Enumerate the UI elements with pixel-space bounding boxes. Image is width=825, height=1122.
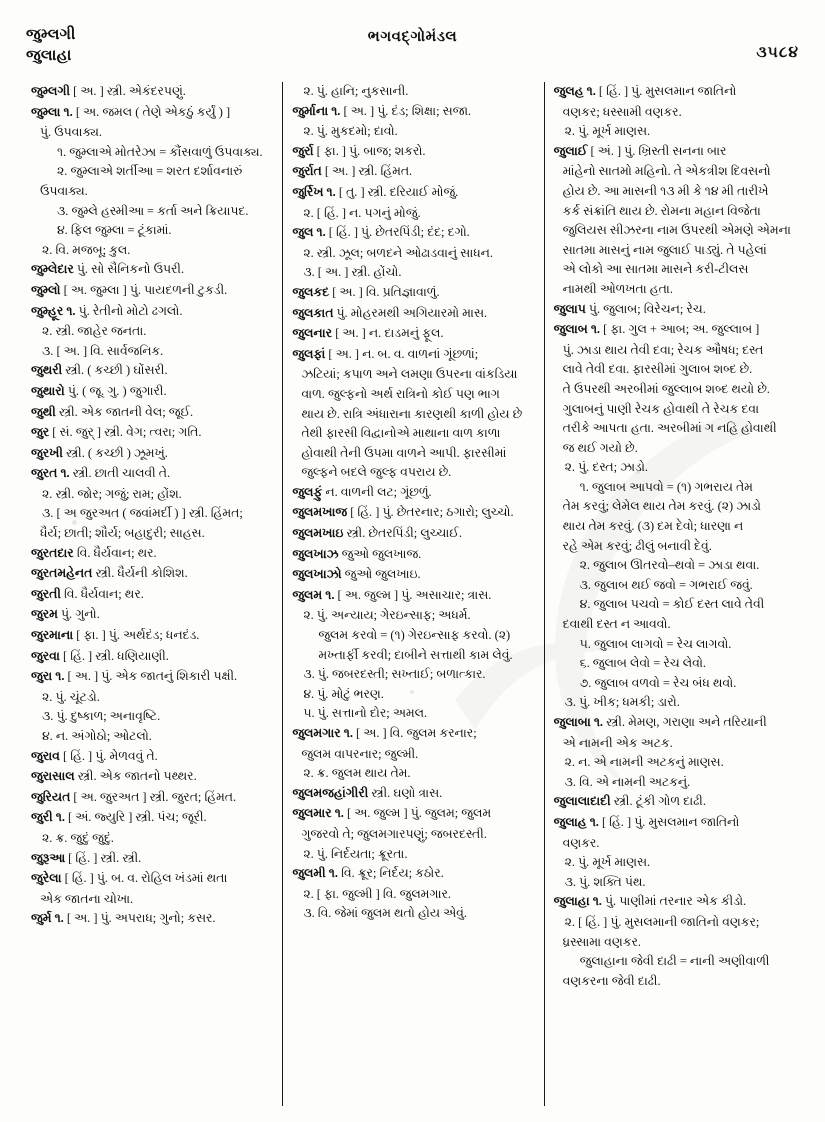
entry-definition: પું. રેતીનો મોટો ઢગલો. — [75, 303, 183, 318]
dictionary-entry — [31, 605, 273, 625]
entry-definition: સ્ત્રી. એક જાતની વેલ; જૂઈ. — [55, 404, 194, 419]
entry-headword: જુલનાર — [292, 326, 333, 341]
entry-definition: વિ. ધૈર્યવાન; થર. — [73, 545, 157, 560]
dictionary-entry — [31, 626, 273, 646]
entry-definition: [ અ. ] સ્ત્રી. હિંમત. — [321, 164, 413, 179]
entry-continuation: થાય તેમ કરવું. (૩) દમ દેવો; ધારણા ન — [562, 519, 744, 534]
entry-continuation: જુલમ વાપરનાર; જુલ્મી. — [301, 746, 419, 761]
entry-definition: સ્ત્રી. એક જાતનો પથ્થર. — [74, 769, 197, 784]
entry-sense: ૨. ક્ર. જુદું જુદું. — [42, 830, 114, 845]
entry-sense: ૩. વિ. એ નામની અટકનું. — [564, 774, 691, 789]
entry-sense: ૩. [ અ જુરઅત ( જવાંમર્દી ) ] સ્ત્રી. હિંમત; — [42, 506, 243, 521]
entry-continuation: ઝટિયાં; કપાળ અને લમણા ઉપરના વાંકડિયા — [301, 367, 518, 382]
dictionary-entry — [31, 667, 273, 687]
entry-continuation: ઉપવાક્ય. — [40, 183, 88, 198]
entry-definition: સ્ત્રી. મેમણ, ગરાણા અને તરિયાની — [603, 715, 767, 729]
entry-headword: જુરવા — [31, 648, 60, 663]
entry-definition: [ ફા. ગુલ + આબ; અ. જુલ્લાબ ] — [600, 322, 760, 337]
dictionary-entry — [292, 864, 534, 884]
entry-definition: પું. ગુનો. — [57, 607, 100, 622]
entry-sense: ૨. પું. હાનિ; નુકસાની. — [303, 84, 409, 98]
entry-definition: સ્ત્રી. ( કચ્છી ) ઝૂમખું. — [62, 445, 168, 460]
entry-headword: જુરાસાલ — [31, 769, 75, 784]
entry-headword: જુલાહ ૧. — [553, 814, 599, 829]
entry-headword: જુર્રિખ ૧. — [292, 184, 336, 199]
entry-headword: જુમ્લેદાર — [31, 262, 74, 277]
entry-subsense: જુલાહાના જેવી દાઢી = નાની અણીવાળી — [579, 954, 770, 969]
entry-subsense: ૨. જુમ્લાએ શર્તીઆ = શરત દર્શાવનારું — [57, 164, 243, 179]
entry-continuation: એ નામની એક અટક. — [562, 735, 673, 750]
entry-sense: ૩. પું. દુષ્કાળ; અનાવૃષ્ટિ. — [42, 709, 161, 724]
dictionary-entry — [31, 909, 273, 929]
entry-headword: જુમ્લા ૧. — [31, 104, 73, 119]
entry-definition: પું. પાણીમાં તરનાર એક કીડો. — [601, 894, 747, 909]
dictionary-entry — [292, 324, 534, 344]
entry-continuation: હોય છે. આ માસની ૧૩ મી કે ૧૪ મી તારીખે — [562, 183, 769, 198]
entry-definition: [ અ. ] ન. બ. વ. વાળનાં ગૂંછળાં; — [325, 346, 479, 361]
entry-definition: સ્ત્રી. ધૈર્યની કોશિશ. — [92, 566, 188, 581]
entry-subsense: ૧. જુલાબ આપવો = (૧) ગભરાય તેમ — [579, 479, 753, 494]
entry-continuation: ગુલાબનું પાણી રેચક હોવાથી તે રેચક દવા — [562, 401, 760, 416]
entry-continuation: જુલિયસ સીઝરના નામ ઉપરથી એમણે એમના — [562, 223, 791, 238]
entry-definition: [ અ. ] પું. દંડ; શિક્ષા; સજા. — [340, 103, 472, 118]
dictionary-entry — [31, 767, 273, 787]
entry-headword: જુલાપ — [553, 301, 586, 316]
entry-subsense: ૧. જુમ્લાએ મોતરેઝા = કૌંસવાળું ઉપવાક્ય. — [57, 144, 263, 159]
entry-definition: [ હિં. ] પું. છેતરપિંડી; દંદ; દગો. — [325, 225, 470, 240]
entry-continuation: તરીકે આપતા હતા. અરબીમાં ગ નહિ હોવાથી — [562, 421, 777, 436]
entry-definition: [ હિં. ] પું. બ. વ. રોહિલ ખંડમાં થતા — [61, 871, 228, 886]
page-number: ૩૫૮૪ — [756, 44, 799, 61]
guide-word-first: જુમ્લગી — [26, 26, 76, 43]
entry-continuation: તેથી ફારસી વિદ્વાનોએ માથાના વાળ કાળા — [301, 426, 501, 441]
entry-definition: સ્ત્રી. ઘણો ત્રાસ. — [368, 785, 443, 800]
entry-headword: જુલમખાજ — [292, 505, 348, 520]
dictionary-entry — [31, 423, 273, 443]
dictionary-entry — [554, 892, 796, 912]
dictionary-entry — [31, 260, 273, 280]
entry-sense: ૨. પું. અન્યાય; ગેરઇન્સાફ; અધર્મ. — [303, 608, 471, 623]
entry-headword: જુરાવ — [31, 748, 60, 763]
entry-headword: જુમ્હૂર ૧. — [31, 303, 76, 318]
entry-sense: ૨. [ હિં. ] ન. પગનું મોજું. — [303, 205, 421, 220]
entry-definition: [ અ. ] પું. એક જાતનું શિકારી પક્ષી. — [64, 669, 238, 684]
entry-headword: જુથી — [31, 404, 56, 419]
entry-subsense: ૭. જુલાબ વળવો = રેચ બંધ થવો. — [579, 675, 737, 690]
entry-continuation: થાય છે. રાત્રિ અંધારાના કારણથી કાળી હોય છે — [301, 406, 523, 421]
entry-definition: જુઓ જુલખાજ. — [338, 546, 422, 561]
entry-definition: [ હિં. ] સ્ત્રી. સ્ત્રી. — [65, 850, 142, 865]
entry-sense: ૩. વિ. જેમાં જુલમ થતો હોય એવું. — [303, 906, 467, 921]
dictionary-entry — [554, 713, 796, 733]
dictionary-entry — [554, 300, 796, 320]
entry-headword: જુર્મ ૧. — [31, 911, 64, 926]
entry-headword: જુલખાઝો — [292, 567, 342, 582]
entry-definition: [ અ. ] ન. દાડમનું ફૂલ. — [332, 326, 444, 341]
entry-definition: ન. વાળની લટ; ગૂંછળું. — [322, 484, 432, 499]
dictionary-entry — [292, 503, 534, 523]
entry-continuation: માંહેનો સાતમો મહિનો. તે એકત્રીશ દિવસનો — [562, 164, 771, 179]
entry-definition: સ્ત્રી. છેતરપિંડી; લુચ્ચાઈ. — [343, 526, 462, 541]
entry-headword: જુર્રાત — [292, 164, 322, 179]
entry-headword: જુથારો — [31, 383, 65, 398]
entry-continuation: હોવાથી તેની ઉપમા વાળને આપી. ફારસીમાં — [301, 445, 507, 460]
dictionary-entry — [31, 564, 273, 584]
entry-headword: જુરિયત — [31, 789, 71, 804]
entry-continuation: પું. ઉપવાક્ય. — [40, 125, 102, 140]
entry-definition: સ્ત્રી. ( કચ્છી ) ઘોંસરી. — [62, 363, 168, 378]
dictionary-entry — [292, 483, 534, 503]
entry-headword: જુર — [31, 425, 50, 440]
entry-continuation: ધૈર્ય; છાતી; શૌર્ય; બહાદુરી; સાહસ. — [40, 526, 205, 541]
entry-definition: પું. જુલાબ; વિરેચન; રેચ. — [585, 301, 706, 316]
dictionary-entry — [31, 849, 273, 869]
entry-continuation: વાળ. જુલ્ફનો અર્થ રાત્રિનો કોઈ પણ ભાગ — [301, 386, 500, 401]
entry-continuation: તે ઉપરથી અરબીમાં જુલ્લાબ શબ્દ થયો છે. — [562, 381, 770, 396]
entry-headword: જુરી ૧. — [31, 810, 65, 825]
entry-continuation: એક જાતના ચોખા. — [40, 891, 134, 906]
entry-definition: [ અ. ] વિ. પ્રતિજ્ઞાવાળું. — [329, 284, 440, 299]
entry-headword: જુલમગાર ૧. — [292, 726, 353, 740]
dictionary-entry — [554, 142, 796, 162]
dictionary-entry — [292, 223, 534, 243]
entry-definition: [ ફા. ] પું. અર્થદંડ; ધનદંડ. — [73, 628, 200, 643]
entry-definition: [ અં. ] પું. ખ્રિસ્તી સનના બાર — [587, 143, 727, 158]
dictionary-entry — [31, 281, 273, 301]
entry-sense: ૨. વિ. મજબૂ; કુલ. — [42, 242, 131, 257]
entry-headword: જુરમાના — [31, 628, 74, 643]
dictionary-entry — [292, 102, 534, 122]
entry-headword: જુલમખાઇ — [292, 526, 344, 541]
dictionary-entry — [292, 162, 534, 182]
dictionary-column-1 — [22, 82, 282, 1106]
dictionary-entry — [554, 813, 796, 833]
entry-headword: જુર્રા — [292, 143, 314, 158]
dictionary-entry — [292, 304, 534, 324]
entry-continuation: તેમ કરવું; લેમેલ થાય તેમ કરવું. (૨) ઝાડો — [562, 499, 762, 514]
book-title: ભગવદ્ગોમંડલ — [367, 29, 458, 45]
entry-continuation: જુલ્ફને બદલે જુલ્ફ વપરાય છે. — [301, 465, 452, 480]
entry-continuation: સાતમા માસનું નામ જુલાઈ પાડ્યું. તે પહેલાં — [562, 242, 767, 257]
entry-subsense: મખ્તાર્ફી કરવી; દાબીને સત્તાથી કામ લેવું. — [318, 647, 513, 662]
entry-sense: ૨. પું. દસ્ત; ઝાડો. — [564, 460, 649, 475]
entry-headword: જુલાબા ૧. — [553, 715, 604, 729]
entry-sense: ૩. પું. જબરદસ્તી; સખ્તાઈ; બળાત્કાર. — [303, 667, 486, 682]
entry-headword: જુલાઈ — [553, 143, 588, 158]
entry-headword: જુલમજહાંગીરી — [292, 785, 369, 800]
dictionary-entry — [292, 142, 534, 162]
dictionary-column-2 — [282, 82, 543, 1106]
entry-sense: ૨. ક્ર. જુલમ થાય તેમ. — [303, 766, 411, 781]
entry-definition: [ હિં. ] પું. મુસલમાન જાતિનો — [598, 814, 740, 829]
dictionary-entry — [554, 82, 796, 102]
entry-continuation: વણકર; ધસ્સામી વણકર. — [562, 104, 682, 119]
entry-continuation: દવાથી દસ્ત ન આવવો. — [562, 617, 671, 632]
dictionary-entry — [292, 283, 534, 303]
entry-headword: જુરૂઆ — [31, 850, 66, 865]
entry-headword: જુલફાં — [292, 346, 326, 361]
entry-definition: [ અ. જમલ ( તેણે એકઠું કર્યું ) ] — [72, 104, 231, 119]
entry-headword: જુલકાત — [292, 305, 334, 320]
dictionary-entry — [31, 403, 273, 423]
entry-headword: જુલફું — [292, 484, 323, 499]
entry-headword: જુમ્લો — [31, 282, 61, 297]
entry-headword: જુમ્લગી — [31, 84, 71, 98]
entry-headword: જુલાલાદાદી — [553, 794, 611, 809]
entry-sense: ૩. પું. ખીક; ધમકી; ડારો. — [564, 695, 680, 710]
entry-subsense: ૬. જુલાબ લેવો = રેચ લેવો. — [579, 656, 707, 671]
entry-definition: પું. સો સૈનિકનો ઉપરી. — [73, 262, 185, 277]
entry-definition: [ સં. જુર્ ] સ્ત્રી. વેગ; ત્વરા; ગતિ. — [49, 425, 202, 440]
dictionary-entry — [31, 788, 273, 808]
dictionary-entry — [292, 183, 534, 203]
entry-headword: જુલાબ ૧. — [553, 322, 600, 337]
entry-sense: ૪. પું. મોટું ભરણ. — [303, 686, 384, 701]
entry-definition: જુઓ જુલખાઇ. — [341, 567, 421, 582]
entry-definition: [ હિં. ] સ્ત્રી. ધણિયાણી. — [59, 648, 169, 663]
entry-continuation: પું. ઝાડા થાય તેવી દવા; રેચક ઔષધ; દસ્ત — [562, 342, 764, 357]
entry-sense: ૨. પું. નિર્દયતા; ક્રૂરતા. — [303, 846, 408, 861]
entry-definition: [ અ. જુમ્લા ] પું. પાયદળની ટુકડી. — [60, 282, 228, 297]
entry-subsense: ૪. જુલાબ પચવો = કોઈ દસ્ત લાવે તેવી — [579, 597, 765, 612]
dictionary-entry — [31, 544, 273, 564]
entry-definition: [ અ. ] પું. અપરાધ; ગુનો; કસર. — [63, 911, 216, 926]
entry-subsense: ૩. જુમ્લે હસ્મીઆ = કર્તા અને ક્રિયાપદ. — [57, 203, 249, 218]
dictionary-entry — [31, 444, 273, 464]
columns-container — [22, 82, 805, 1106]
entry-sense: ૨. [ ફા. જુલ્મી ] વિ. જુલમગાર. — [303, 886, 452, 901]
entry-definition: [ હિં. ] પું. છેતરનાર; ઠગારો; લુચ્ચો. — [347, 505, 514, 520]
dictionary-column-3 — [544, 82, 805, 1106]
dictionary-entry — [31, 103, 273, 123]
entry-sense: ૨. સ્ત્રી. જાહેર જનતા. — [42, 324, 147, 339]
entry-continuation: કર્ક સંક્રાંતિ થાય છે. રોમના મહાન વિજેતા — [562, 203, 761, 218]
entry-definition: [ ફા. ] પું. બાજ; શકરો. — [313, 143, 426, 158]
dictionary-entry — [31, 82, 273, 102]
guide-word-second: જુલાહા — [26, 47, 72, 64]
entry-definition: પું. ( જૂ. ગુ. ) જુગારી. — [64, 383, 167, 398]
entry-headword: જુલહ ૧. — [553, 84, 596, 98]
entry-continuation: ગુજરવો તે; જુલમગારપણું; જબરદસ્તી. — [301, 826, 487, 841]
entry-headword: જુર્માના ૧. — [292, 103, 341, 118]
entry-subsense: જુલમ કરવો = (૧) ગેરઇન્સાફ કરવો. (૨) — [318, 628, 511, 643]
dictionary-entry — [31, 869, 273, 889]
entry-definition: [ અ. જુરઅત ] સ્ત્રી. જુરત; હિંમત. — [70, 789, 237, 804]
entry-subsense: ૩. જુલાબ થઈ જવો = ગભરાઈ જવું. — [579, 577, 753, 592]
dictionary-entry — [31, 361, 273, 381]
entry-subsense: ૪. ફિલ જુમ્લા = ટૂંકામાં. — [57, 223, 172, 238]
dictionary-entry — [292, 524, 534, 544]
entry-sense: ૩. [ અ. ] વિ. સાર્વજનિક. — [42, 343, 164, 358]
entry-headword: જુરમ — [31, 607, 58, 622]
entry-sense: ૨. પું. ચૂંટડો. — [42, 689, 100, 704]
entry-headword: જુરખી — [31, 445, 63, 460]
entry-continuation: રહે એમ કરવું; ઢીલું બનાવી દેવું. — [562, 538, 712, 553]
entry-headword: જુરતી — [31, 586, 61, 601]
entry-definition: [ અ. ] સ્ત્રી. એકંદરપણું. — [70, 84, 186, 98]
entry-definition: વિ. ધૈર્યવાન; થર. — [60, 586, 144, 601]
dictionary-entry — [31, 747, 273, 767]
entry-definition: સ્ત્રી. છાતી ચાલવી તે. — [69, 466, 171, 481]
entry-continuation: જ થઈ ગયો છે. — [562, 440, 638, 455]
dictionary-entry — [31, 382, 273, 402]
entry-definition: [ અ. ] વિ. જુલમ કરનાર; — [352, 726, 477, 740]
dictionary-entry — [292, 804, 534, 824]
entry-sense: ૫. પું. સત્તાનો દોર; અમલ. — [303, 706, 428, 721]
entry-headword: જુલ ૧. — [292, 225, 326, 240]
entry-headword: જુલાહા ૧. — [553, 894, 602, 909]
dictionary-entry — [31, 302, 273, 322]
dictionary-entry — [292, 724, 534, 744]
entry-subsense: ૫. જુલાબ લાગવો = રેચ લાગવો. — [579, 636, 732, 651]
dictionary-entry — [554, 320, 796, 340]
entry-sense: ૨. પું. મૂર્ખ માણસ. — [564, 124, 651, 139]
entry-continuation: એ લોકો આ સાતમા માસને કરી-ટીલસ — [562, 262, 749, 277]
entry-sense: ૨. પું. મુકદમો; દાવો. — [303, 124, 398, 139]
entry-definition: વિ. ક્રૂર; નિર્દય; કઠોર. — [337, 866, 444, 881]
entry-continuation: વણકર. — [562, 835, 600, 850]
entry-headword: જુલકદ — [292, 284, 330, 299]
entry-continuation: વણકરના જેવી દાઢી. — [562, 973, 661, 988]
entry-headword: જુરતમહેનત — [31, 566, 93, 581]
entry-definition: [ હિં. ] પું. મેળવવું તે. — [59, 748, 158, 763]
dictionary-entry — [292, 565, 534, 585]
entry-sense: ૩. પું. શક્તિ પંથ. — [564, 874, 646, 889]
entry-definition: [ અ. જુલ્મ ] પું. જુલમ; જુલમ — [343, 806, 492, 821]
entry-definition: [ હિં. ] પું. મુસલમાન જાતિનો — [595, 84, 737, 98]
entry-sense: ૨. પું. મૂર્ખ માણસ. — [564, 855, 651, 870]
dictionary-entry — [31, 647, 273, 667]
entry-sense: ૪. ન. અંગોઠો; ઓટલો. — [42, 729, 152, 743]
entry-headword: જુરેલા — [31, 871, 62, 886]
dictionary-entry — [31, 808, 273, 828]
entry-continuation: લાવે તેવી દવા. ફારસીમાં ગુલાબ શબ્દ છે. — [562, 362, 753, 377]
dictionary-entry — [31, 464, 273, 484]
entry-definition: [ તુ. ] સ્ત્રી. દરિયાઈ મોજું. — [335, 184, 459, 199]
dictionary-entry — [292, 345, 534, 365]
entry-sense: ૨. [ હિં. ] પું. મુસલમાની જાતિનો વણકર; — [564, 914, 760, 929]
entry-sense: ૨. સ્ત્રી. જોર; ગજું; રામ; હોંશ. — [42, 486, 182, 501]
entry-sense: ૨. ન. એ નામની અટકનું માણસ. — [564, 755, 724, 770]
entry-headword: જુરા ૧. — [31, 669, 65, 684]
entry-definition: [ અ. જુલ્મ ] પું. અસાચાર; ત્રાસ. — [334, 587, 492, 602]
entry-sense: ૨. સ્ત્રી. ઝૂલ; બળદને ઓઢાડવાનું સાધન. — [303, 245, 494, 260]
dictionary-entry — [554, 792, 796, 812]
entry-definition: સ્ત્રી. ટૂંકી ગોળ દાઢી. — [610, 794, 706, 809]
entry-headword: જુલખાઝ — [292, 546, 339, 561]
dictionary-entry — [31, 585, 273, 605]
entry-sense: ૩. [ અ. ] સ્ત્રી. હોંચો. — [303, 265, 402, 280]
entry-headword: જુથરી — [31, 363, 63, 378]
entry-headword: જુલમી ૧. — [292, 866, 338, 881]
entry-headword: જુરતદાર — [31, 545, 74, 560]
entry-headword: જુલમ ૧. — [292, 587, 335, 602]
entry-subsense: ૨. જુલાબ ઊતરવો–થવો = ઝાડા થવા. — [579, 558, 760, 573]
entry-continuation: નામથી ઓળખતા હતા. — [562, 281, 673, 296]
entry-definition: પું. મોહરમથી અગિયારમો માસ. — [333, 305, 488, 320]
entry-definition: [ અં. જ્યુરિ ] સ્ત્રી. પંચ; જૂરી. — [64, 810, 207, 825]
page-header — [26, 24, 799, 76]
entry-headword: જુરત ૧. — [31, 466, 70, 481]
entry-continuation: ધ્રસ્સામા વણકર. — [562, 934, 641, 949]
entry-headword: જુલમાર ૧. — [292, 806, 344, 821]
dictionary-entry — [292, 784, 534, 804]
dictionary-entry — [292, 545, 534, 565]
dictionary-entry — [292, 586, 534, 606]
